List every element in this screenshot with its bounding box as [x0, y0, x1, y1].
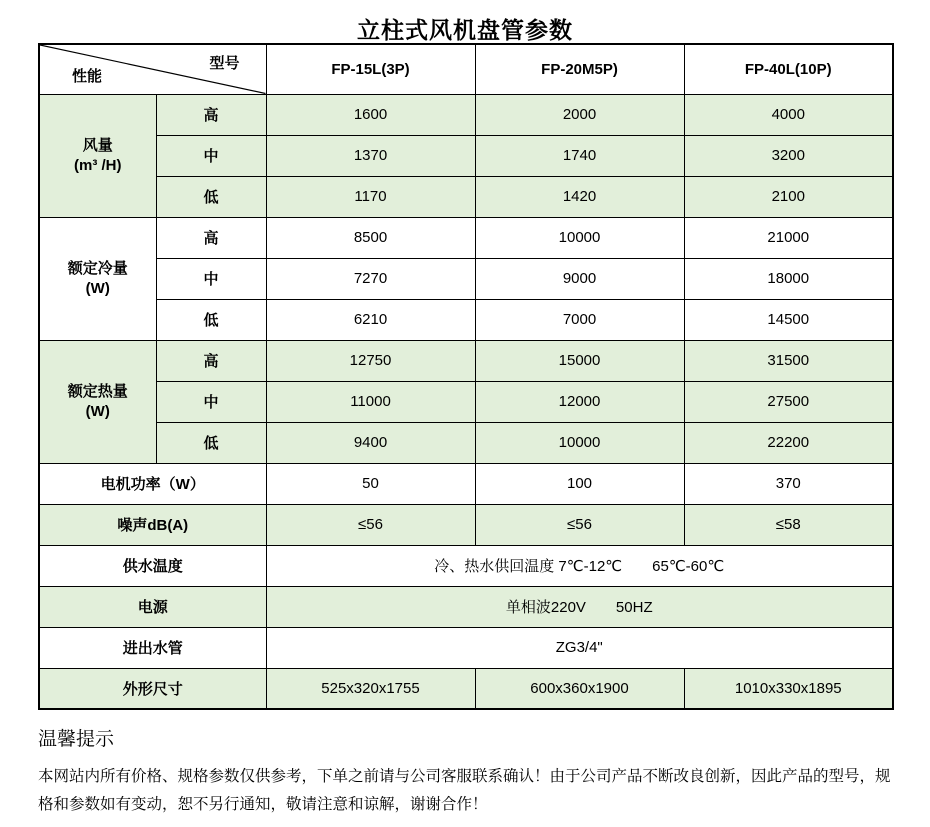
- page-title: 立柱式风机盘管参数: [357, 17, 573, 43]
- cell-value: 18000: [684, 258, 893, 299]
- corner-label-performance: 性能: [72, 67, 103, 85]
- table-row: [39, 94, 893, 135]
- row-label-dimensions: 外形尺寸: [39, 668, 266, 709]
- level-label: 中: [156, 135, 266, 176]
- cell-value: 11000: [266, 381, 475, 422]
- level-label: 高: [156, 340, 266, 381]
- model-header-1: FP-15L(3P): [266, 44, 475, 94]
- cell-value: 1370: [266, 135, 475, 176]
- cell-value: 15000: [475, 340, 684, 381]
- level-label: 低: [156, 422, 266, 463]
- cell-value: 1600: [266, 94, 475, 135]
- cell-value: 31500: [684, 340, 893, 381]
- row-label-power-supply: 电源: [39, 586, 266, 627]
- model-header-2: FP-20M5P): [475, 44, 684, 94]
- cell-value: ≤58: [684, 504, 893, 545]
- level-label: 中: [156, 381, 266, 422]
- cell-value: 9400: [266, 422, 475, 463]
- cell-value: 2100: [684, 176, 893, 217]
- cell-value: 370: [684, 463, 893, 504]
- cell-value: ≤56: [266, 504, 475, 545]
- cell-value: 10000: [475, 422, 684, 463]
- table-row: [39, 627, 893, 668]
- cell-value: 1010x330x1895: [684, 668, 893, 709]
- level-label: 低: [156, 299, 266, 340]
- level-label: 高: [156, 94, 266, 135]
- cell-value: 21000: [684, 217, 893, 258]
- footer-note: [38, 724, 894, 819]
- table-row: [39, 135, 893, 176]
- cell-value: 9000: [475, 258, 684, 299]
- row-label-water-temp: 供水温度: [39, 545, 266, 586]
- footer-heading: 温馨提示: [38, 729, 115, 750]
- table-row: [39, 381, 893, 422]
- cell-value: 27500: [684, 381, 893, 422]
- cell-value: 22200: [684, 422, 893, 463]
- cell-value: 1170: [266, 176, 475, 217]
- section-label-cooling: 额定冷量 (W): [39, 217, 156, 340]
- cell-value: 600x360x1900: [475, 668, 684, 709]
- corner-label-model: 型号: [209, 55, 240, 72]
- cell-value: 14500: [684, 299, 893, 340]
- cell-value: 525x320x1755: [266, 668, 475, 709]
- cell-value-span: 单相波220V 50HZ: [266, 586, 893, 627]
- cell-value: 2000: [475, 94, 684, 135]
- row-label-motor-power: 电机功率（W）: [39, 463, 266, 504]
- footer-body-text: 本网站内所有价格、规格参数仅供参考，下单之前请与公司客服联系确认！由于公司产品不断改良创新，因此产品的型号，规格和参数如有变动，恕不另行通知，敬请注意和谅解，谢谢合作！: [38, 768, 891, 813]
- table-row: [39, 586, 893, 627]
- table-row: [39, 463, 893, 504]
- cell-value: 8500: [266, 217, 475, 258]
- spec-table: [38, 43, 894, 710]
- table-row: [39, 258, 893, 299]
- header-row: [39, 44, 893, 94]
- corner-cell: [39, 44, 266, 94]
- table-row: [39, 504, 893, 545]
- table-row: [39, 422, 893, 463]
- cell-value: 1740: [475, 135, 684, 176]
- row-label-noise: 噪声dB(A): [39, 504, 266, 545]
- cell-value-span: ZG3/4": [266, 627, 893, 668]
- cell-value: 7270: [266, 258, 475, 299]
- level-label: 高: [156, 217, 266, 258]
- cell-value: 4000: [684, 94, 893, 135]
- table-row: [39, 668, 893, 709]
- cell-value: 6210: [266, 299, 475, 340]
- level-label: 中: [156, 258, 266, 299]
- section-label-airflow: 风量 (m³ /H): [39, 94, 156, 217]
- model-header-3: FP-40L(10P): [684, 44, 893, 94]
- cell-value: 1420: [475, 176, 684, 217]
- cell-value-span: 冷、热水供回温度 7℃-12℃ 65℃-60℃: [266, 545, 893, 586]
- table-row: [39, 340, 893, 381]
- row-label-pipe: 进出水管: [39, 627, 266, 668]
- table-row: [39, 545, 893, 586]
- table-row: [39, 217, 893, 258]
- cell-value: 7000: [475, 299, 684, 340]
- cell-value: 12750: [266, 340, 475, 381]
- cell-value: 10000: [475, 217, 684, 258]
- section-label-heating: 额定热量 (W): [39, 340, 156, 463]
- table-row: [39, 299, 893, 340]
- cell-value: 50: [266, 463, 475, 504]
- level-label: 低: [156, 176, 266, 217]
- cell-value: 3200: [684, 135, 893, 176]
- cell-value: 12000: [475, 381, 684, 422]
- cell-value: ≤56: [475, 504, 684, 545]
- cell-value: 100: [475, 463, 684, 504]
- table-row: [39, 176, 893, 217]
